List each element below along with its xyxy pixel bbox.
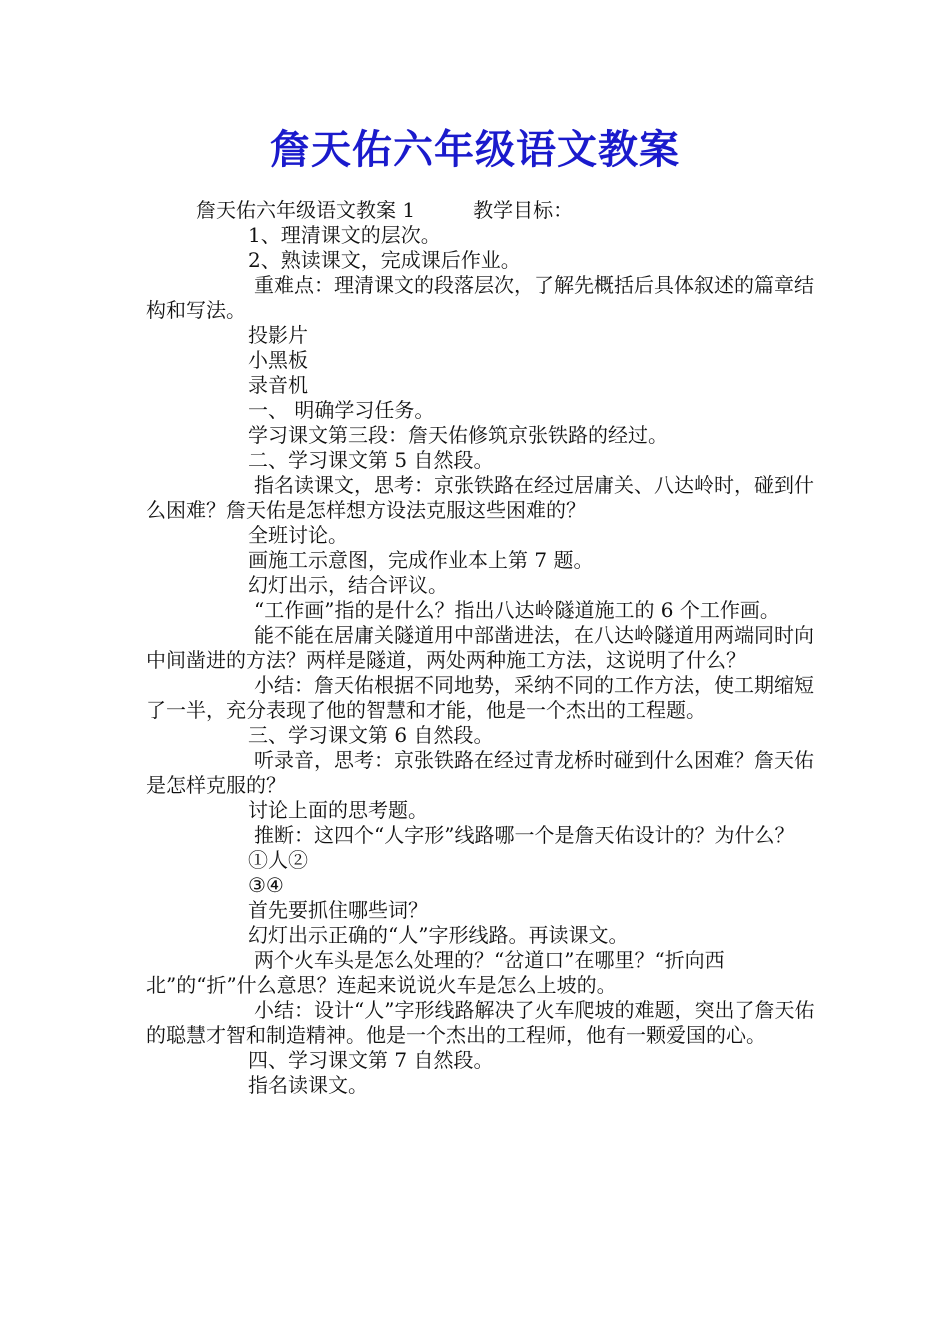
paragraph: 两个火车头是怎么处理的？“岔道口”在哪里？“折向西北”的“折”什么意思？连起来说说火车是怎么上坡的。 (146, 948, 725, 997)
paragraph: 能不能在居庸关隧道用中部凿进法，在八达岭隧道用两端同时向中间凿进的方法？两样是隧道，两处两种施工方法，这说明了什么？ (146, 623, 814, 672)
paragraph: 1、理清课文的层次。 (248, 223, 441, 247)
objectives-heading: 教学目标： (473, 198, 574, 222)
paragraph: 听录音，思考：京张铁路在经过青龙桥时碰到什么困难？詹天佑是怎样克服的？ (146, 748, 814, 797)
paragraph: 画施工示意图，完成作业本上第 7 题。 (248, 548, 594, 572)
paragraph: 投影片 (248, 323, 308, 347)
paragraph: 指名读课文，思考：京张铁路在经过居庸关、八达岭时，碰到什么困难？詹天佑是怎样想方设法克服这些困难的？ (146, 473, 814, 522)
paragraph (146, 198, 826, 223)
paragraph: 重难点：理清课文的段落层次，了解先概括后具体叙述的篇章结构和写法。 (146, 273, 814, 322)
paragraph: 小黑板 (248, 348, 308, 372)
paragraph: ①人② (248, 848, 308, 872)
paragraph: 幻灯出示正确的“人”字形线路。再读课文。 (248, 923, 629, 947)
paragraph: 小结：设计“人”字形线路解决了火车爬坡的难题，突出了詹天佑的聪慧才智和制造精神。他是一个杰出的工程师，他有一颗爱国的心。 (146, 998, 815, 1047)
document-title: 詹天佑六年级语文教案 (270, 126, 680, 173)
paragraph: 讨论上面的思考题。 (248, 798, 428, 822)
paragraph: 2、熟读课文，完成课后作业。 (248, 248, 521, 272)
paragraph: 小结：詹天佑根据不同地势，采纳不同的工作方法，使工期缩短了一半，充分表现了他的智慧和才能，他是一个杰出的工程题。 (146, 673, 814, 722)
paragraph: 三、学习课文第 6 自然段。 (248, 723, 494, 747)
paragraph: 学习课文第三段：詹天佑修筑京张铁路的经过。 (248, 423, 668, 447)
document-body (146, 198, 826, 1098)
paragraph: 首先要抓住哪些词？ (248, 898, 428, 922)
paragraph: “工作画”指的是什么？指出八达岭隧道施工的 6 个工作画。 (254, 598, 780, 622)
paragraph: 四、学习课文第 7 自然段。 (248, 1048, 494, 1072)
paragraph: 全班讨论。 (248, 523, 348, 547)
paragraph: 推断：这四个“人字形”线路哪一个是詹天佑设计的？为什么？ (254, 823, 795, 847)
paragraph: ③④ (248, 873, 284, 897)
paragraph: 一、 明确学习任务。 (248, 398, 435, 422)
paragraph: 幻灯出示，结合评议。 (248, 573, 448, 597)
paragraph: 二、学习课文第 5 自然段。 (248, 448, 494, 472)
paragraph: 指名读课文。 (248, 1073, 368, 1097)
paragraph: 录音机 (248, 373, 308, 397)
lesson-heading: 詹天佑六年级语文教案 1 (196, 198, 416, 222)
